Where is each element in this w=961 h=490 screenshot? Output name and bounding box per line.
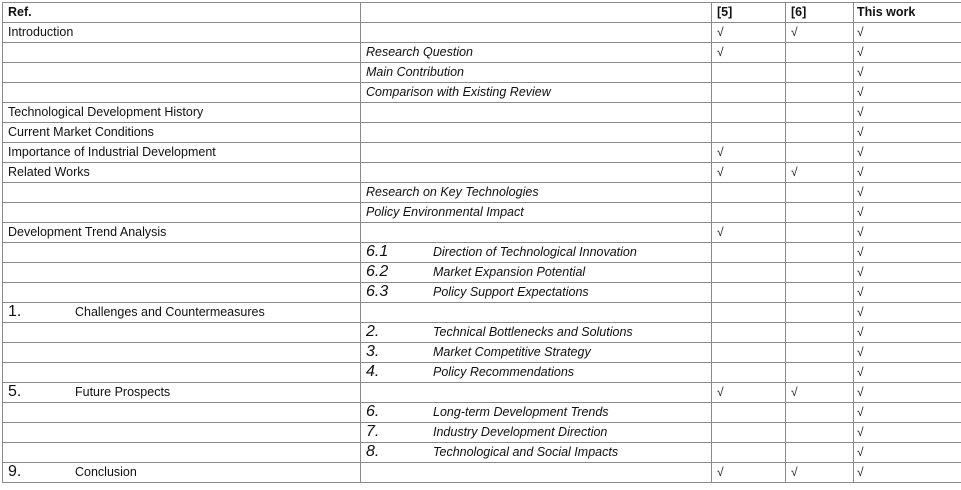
ref-5-check: √	[712, 23, 786, 43]
section-cell	[3, 163, 361, 183]
section-label: Conclusion	[75, 465, 137, 479]
table-row	[3, 203, 961, 223]
subsection-label: Market Competitive Strategy	[433, 345, 591, 359]
table-row	[3, 103, 961, 123]
ref-6-check	[786, 123, 854, 143]
subsection-cell	[361, 343, 712, 363]
table-row	[3, 463, 961, 483]
table-row	[3, 363, 961, 383]
subsection-label: Long-term Development Trends	[433, 405, 609, 419]
this-work-check: √	[854, 123, 961, 143]
header-ref: Ref.	[3, 3, 361, 23]
ref-6-check: √	[786, 463, 854, 483]
this-work-check: √	[854, 63, 961, 83]
ref-6-check	[786, 183, 854, 203]
ref-5-check	[712, 83, 786, 103]
subsection-cell	[361, 123, 712, 143]
ref-5-check	[712, 283, 786, 303]
ref-5-check: √	[712, 143, 786, 163]
this-work-check: √	[854, 323, 961, 343]
table-row	[3, 183, 961, 203]
ref-6-check	[786, 323, 854, 343]
ref-5-check	[712, 263, 786, 283]
ref-6-check	[786, 343, 854, 363]
subsection-cell	[361, 323, 712, 343]
section-cell	[3, 143, 361, 163]
ref-5-check: √	[712, 43, 786, 63]
subsection-cell	[361, 383, 712, 403]
subsection-cell	[361, 163, 712, 183]
ref-5-check	[712, 443, 786, 463]
this-work-check: √	[854, 43, 961, 63]
section-cell	[3, 243, 361, 263]
ref-5-check	[712, 303, 786, 323]
ref-6-check	[786, 443, 854, 463]
ref-6-check	[786, 363, 854, 383]
table-header-row	[3, 3, 961, 23]
ref-5-check: √	[712, 463, 786, 483]
table-row	[3, 23, 961, 43]
subsection-cell	[361, 463, 712, 483]
section-cell	[3, 383, 361, 403]
header-ref-5: [5]	[712, 3, 786, 23]
ref-6-check	[786, 203, 854, 223]
table-row	[3, 43, 961, 63]
subsection-label: Research on Key Technologies	[366, 185, 539, 199]
subsection-cell	[361, 143, 712, 163]
subsection-cell	[361, 203, 712, 223]
table-row	[3, 163, 961, 183]
section-cell	[3, 423, 361, 443]
section-cell	[3, 343, 361, 363]
header-subsection	[361, 3, 712, 23]
subsection-label: Policy Support Expectations	[433, 285, 589, 299]
ref-5-check	[712, 343, 786, 363]
subsection-number: 7.	[366, 423, 380, 440]
subsection-label: Policy Recommendations	[433, 365, 575, 379]
this-work-check: √	[854, 303, 961, 323]
this-work-check: √	[854, 203, 961, 223]
table-row	[3, 343, 961, 363]
subsection-cell	[361, 243, 712, 263]
subsection-cell	[361, 403, 712, 423]
subsection-label: Main Contribution	[366, 65, 464, 79]
ref-5-check	[712, 403, 786, 423]
this-work-check: √	[854, 103, 961, 123]
subsection-cell	[361, 103, 712, 123]
ref-5-check	[712, 323, 786, 343]
ref-5-check	[712, 123, 786, 143]
table-row	[3, 403, 961, 423]
ref-5-check	[712, 363, 786, 383]
section-cell	[3, 323, 361, 343]
ref-6-check	[786, 223, 854, 243]
ref-5-check	[712, 63, 786, 83]
this-work-check: √	[854, 383, 961, 403]
ref-6-check	[786, 303, 854, 323]
subsection-label: Research Question	[366, 45, 474, 59]
header-ref-6: [6]	[786, 3, 854, 23]
subsection-label: Direction of Technological Innovation	[433, 245, 637, 259]
ref-6-check: √	[786, 163, 854, 183]
table-row	[3, 263, 961, 283]
subsection-cell	[361, 263, 712, 283]
section-label: Related Works	[8, 165, 90, 179]
subsection-cell	[361, 423, 712, 443]
table-row	[3, 443, 961, 463]
section-cell	[3, 263, 361, 283]
section-cell	[3, 283, 361, 303]
ref-6-check	[786, 43, 854, 63]
subsection-cell	[361, 303, 712, 323]
section-number: 5.	[8, 383, 22, 400]
this-work-check: √	[854, 243, 961, 263]
section-label: Development Trend Analysis	[8, 225, 167, 239]
subsection-number: 6.2	[366, 263, 389, 280]
section-cell	[3, 123, 361, 143]
ref-6-check	[786, 103, 854, 123]
ref-5-check	[712, 243, 786, 263]
table-row	[3, 63, 961, 83]
subsection-cell	[361, 43, 712, 63]
subsection-label: Industry Development Direction	[433, 425, 608, 439]
subsection-label: Technological and Social Impacts	[433, 445, 619, 459]
subsection-label: Policy Environmental Impact	[366, 205, 524, 219]
table-row	[3, 143, 961, 163]
section-number: 1.	[8, 303, 22, 320]
ref-6-check	[786, 283, 854, 303]
section-cell	[3, 183, 361, 203]
ref-5-check	[712, 423, 786, 443]
ref-5-check	[712, 103, 786, 123]
ref-6-check	[786, 263, 854, 283]
subsection-number: 6.	[366, 403, 380, 420]
ref-5-check: √	[712, 223, 786, 243]
table-row	[3, 383, 961, 403]
table-body	[3, 23, 961, 483]
this-work-check: √	[854, 283, 961, 303]
this-work-check: √	[854, 163, 961, 183]
ref-5-check	[712, 203, 786, 223]
subsection-cell	[361, 183, 712, 203]
subsection-number: 3.	[366, 343, 380, 360]
section-label: Future Prospects	[75, 385, 171, 399]
section-cell	[3, 203, 361, 223]
table-row	[3, 123, 961, 143]
subsection-number: 4.	[366, 363, 380, 380]
subsection-label: Comparison with Existing Review	[366, 85, 551, 99]
ref-6-check	[786, 63, 854, 83]
ref-6-check: √	[786, 383, 854, 403]
this-work-check: √	[854, 183, 961, 203]
this-work-check: √	[854, 363, 961, 383]
subsection-cell	[361, 63, 712, 83]
ref-5-check	[712, 183, 786, 203]
section-cell	[3, 303, 361, 323]
this-work-check: √	[854, 223, 961, 243]
comparison-table	[2, 2, 961, 483]
section-cell	[3, 43, 361, 63]
table-row	[3, 83, 961, 103]
subsection-cell	[361, 283, 712, 303]
this-work-check: √	[854, 143, 961, 163]
subsection-number: 2.	[366, 323, 380, 340]
section-label: Technological Development History	[8, 105, 204, 119]
this-work-check: √	[854, 263, 961, 283]
subsection-number: 8.	[366, 443, 380, 460]
this-work-check: √	[854, 343, 961, 363]
subsection-number: 6.3	[366, 283, 389, 300]
section-cell	[3, 403, 361, 423]
section-cell	[3, 23, 361, 43]
ref-6-check	[786, 243, 854, 263]
section-cell	[3, 443, 361, 463]
section-label: Importance of Industrial Development	[8, 145, 216, 159]
subsection-label: Market Expansion Potential	[433, 265, 586, 279]
this-work-check: √	[854, 463, 961, 483]
section-label: Current Market Conditions	[8, 125, 154, 139]
table-row	[3, 243, 961, 263]
ref-5-check: √	[712, 163, 786, 183]
section-label: Challenges and Countermeasures	[75, 305, 265, 319]
ref-6-check	[786, 83, 854, 103]
table-row	[3, 303, 961, 323]
header-this-work: This work	[854, 3, 961, 23]
section-label: Introduction	[8, 25, 74, 39]
subsection-cell	[361, 223, 712, 243]
subsection-cell	[361, 23, 712, 43]
section-cell	[3, 63, 361, 83]
section-cell	[3, 103, 361, 123]
subsection-cell	[361, 83, 712, 103]
table-row	[3, 283, 961, 303]
subsection-number: 6.1	[366, 243, 389, 260]
subsection-cell	[361, 363, 712, 383]
ref-6-check	[786, 143, 854, 163]
section-cell	[3, 83, 361, 103]
ref-6-check: √	[786, 23, 854, 43]
table-row	[3, 323, 961, 343]
table-row	[3, 423, 961, 443]
section-number: 9.	[8, 463, 22, 480]
subsection-label: Technical Bottlenecks and Solutions	[433, 325, 633, 339]
this-work-check: √	[854, 443, 961, 463]
this-work-check: √	[854, 423, 961, 443]
ref-5-check: √	[712, 383, 786, 403]
this-work-check: √	[854, 23, 961, 43]
subsection-cell	[361, 443, 712, 463]
ref-6-check	[786, 423, 854, 443]
ref-6-check	[786, 403, 854, 423]
section-cell	[3, 463, 361, 483]
this-work-check: √	[854, 83, 961, 103]
table-row	[3, 223, 961, 243]
section-cell	[3, 363, 361, 383]
this-work-check: √	[854, 403, 961, 423]
section-cell	[3, 223, 361, 243]
